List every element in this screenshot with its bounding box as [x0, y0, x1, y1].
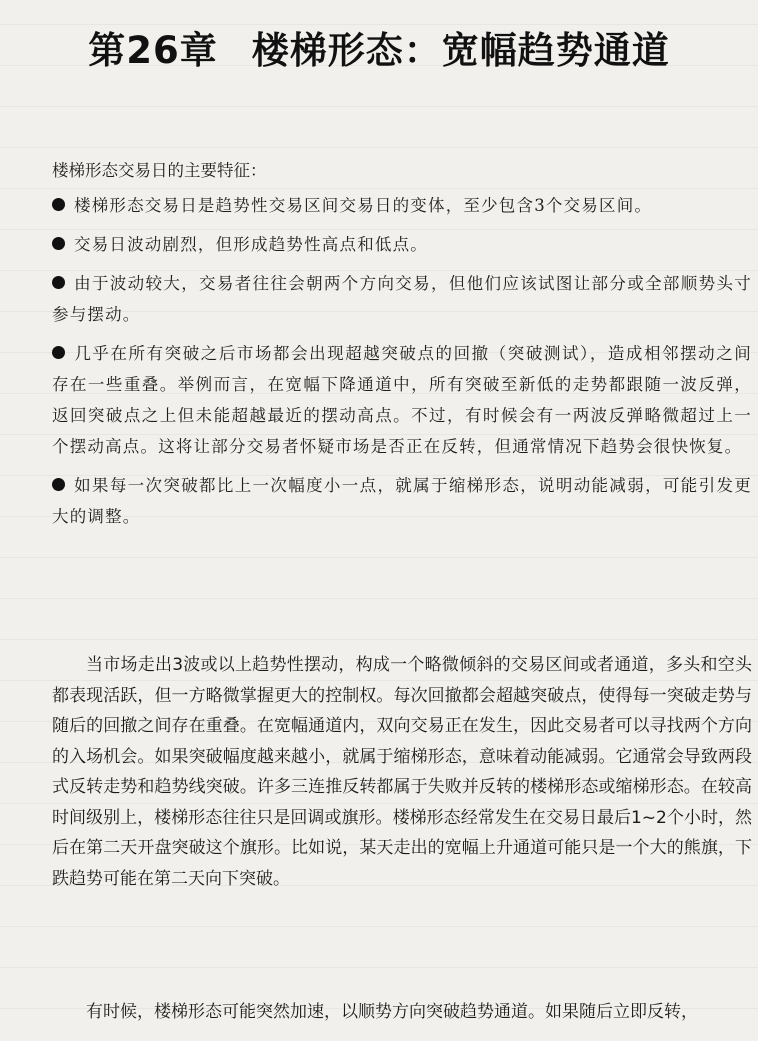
bullet-icon — [52, 346, 65, 359]
list-item: 楼梯形态交易日是趋势性交易区间交易日的变体，至少包含3个交易区间。 — [52, 190, 752, 221]
bullet-icon — [52, 237, 65, 250]
feature-list — [52, 190, 752, 540]
bullet-icon — [52, 276, 65, 289]
bullet-icon — [52, 198, 65, 211]
bullet-icon — [52, 478, 65, 491]
list-item: 交易日波动剧烈，但形成趋势性高点和低点。 — [52, 229, 752, 260]
body-paragraph: 当市场走出3波或以上趋势性摆动，构成一个略微倾斜的交易区间或者通道，多头和空头都表现活跃，但一方略微掌握更大的控制权。每次回撤都会超越突破点，使得每一突破走势与随后的回撤之间存在重叠。在宽幅通道内，双向交易正在发生，因此交易者可以寻找两个方向的入场机会。如果突破幅度越来越小，就属于缩梯形态，意味着动能减弱。它通常会导致两段式反转走势和趋势线突破。许多三连推反转都属于失败并反转的楼梯形态或缩梯形态。在较高时间级别上，楼梯形态往往只是回调或旗形。楼梯形态经常发生在交易日最后1~2个小时，然后在第二天开盘突破这个旗形。比如说，某天走出的宽幅上升通道可能只是一个大的熊旗，下跌趋势可能在第二天向下突破。 — [52, 655, 752, 889]
chapter-title: 楼梯形态：宽幅趋势通道 — [251, 29, 670, 72]
list-item: 如果每一次突破都比上一次幅度小一点，就属于缩梯形态，说明动能减弱，可能引发更大的调整。 — [52, 476, 752, 526]
list-item: 几乎在所有突破之后市场都会出现超越突破点的回撤（突破测试），造成相邻摆动之间存在一些重叠。举例而言，在宽幅下降通道中，所有突破至新低的走势都跟随一波反弹，返回突破点之上但未能超越最近的摆动高点。不过，有时候会有一两波反弹略微超过上一个摆动高点。这将让部分交易者怀疑市场是否正在反转，但通常情况下趋势会很快恢复。 — [52, 344, 752, 456]
list-item: 由于波动较大，交易者往往会朝两个方向交易，但他们应该试图让部分或全部顺势头寸参与摆动。 — [52, 274, 752, 324]
body-paragraph: 有时候，楼梯形态可能突然加速，以顺势方向突破趋势通道。如果随后立即反转， — [86, 1002, 698, 1022]
chapter-heading — [0, 20, 758, 74]
chapter-number: 第26章 — [88, 29, 218, 72]
intro-line: 楼梯形态交易日的主要特征： — [52, 161, 267, 180]
